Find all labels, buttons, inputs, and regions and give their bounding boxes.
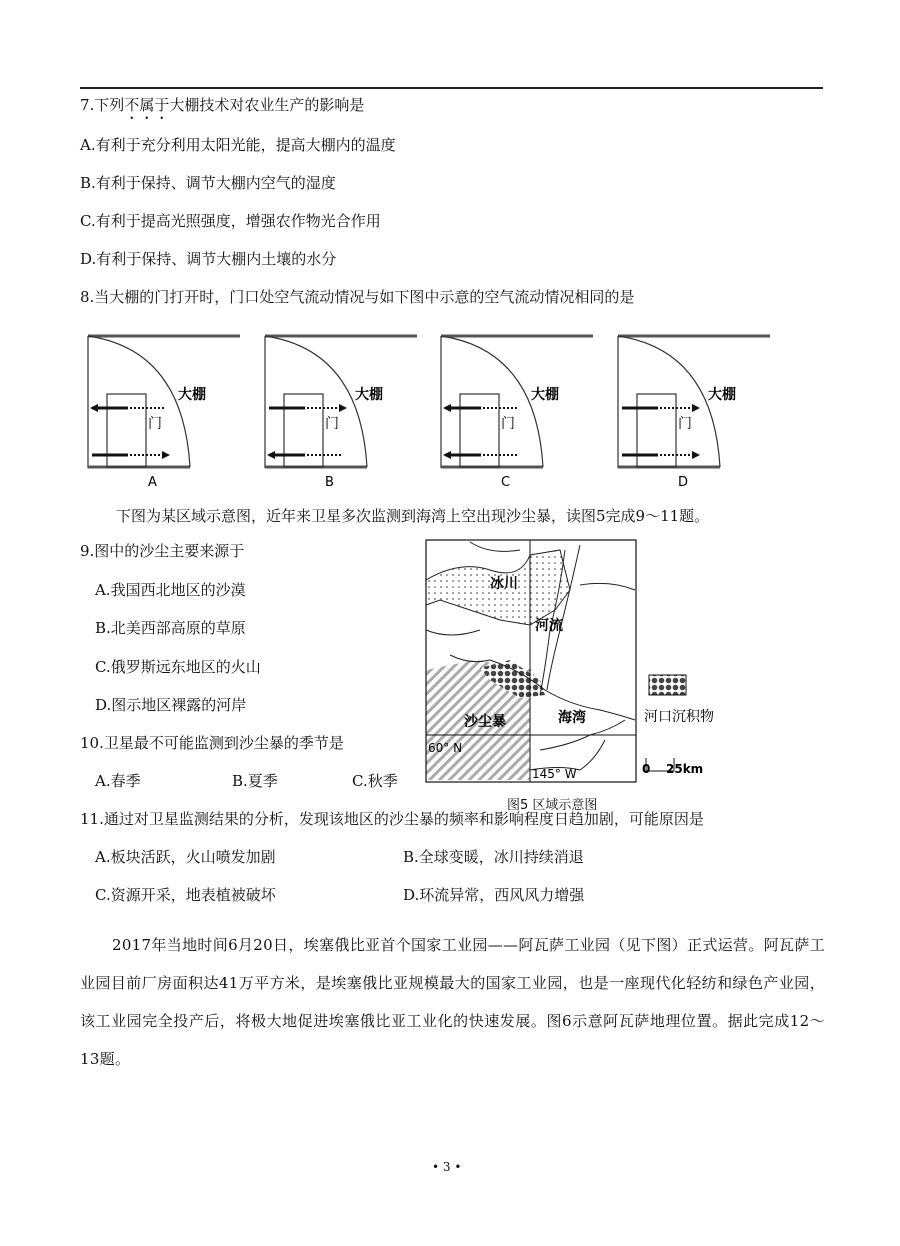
diagram-option-label: D — [678, 475, 689, 490]
q7-prefix: 7.下列 — [80, 96, 125, 114]
diagram-c — [441, 336, 593, 490]
greenhouse-diagrams — [0, 0, 900, 500]
q7-option-c: C.有利于提高光照强度，增强农作物光合作用 — [80, 212, 381, 230]
diagram-b — [265, 336, 417, 490]
map-caption: 图5 区域示意图 — [507, 798, 598, 813]
region-map — [420, 530, 740, 820]
diagram-d — [618, 336, 770, 490]
intro-9-11: 下图为某区域示意图，近年来卫星多次监测到海湾上空出现沙尘暴，读图5完成9～11题。 — [116, 507, 710, 525]
q11-option-d: D.环流异常，西风风力增强 — [403, 886, 585, 904]
greenhouse-label: 大棚 — [355, 387, 383, 403]
greenhouse-label: 大棚 — [178, 387, 206, 403]
question-10-stem: 10.卫星最不可能监测到沙尘暴的季节是 — [80, 734, 344, 752]
q7-option-b: B.有利于保持、调节大棚内空气的湿度 — [80, 174, 336, 192]
diagram-option-label: C — [501, 475, 511, 490]
airflow-arrow-bottom-left — [267, 451, 343, 459]
airflow-arrow-bottom-right — [622, 451, 700, 459]
q11-option-b: B.全球变暖，冰川持续消退 — [403, 848, 584, 866]
greenhouse-arc — [88, 336, 190, 467]
door-label: 门 — [678, 416, 692, 432]
latitude-label: 60° N — [428, 741, 463, 755]
airflow-arrow-top-right — [269, 404, 347, 412]
question-9-stem: 9.图中的沙尘主要来源于 — [80, 542, 245, 560]
river-label: 河流 — [535, 618, 563, 634]
q7-option-a: A.有利于充分利用太阳光能，提高大棚内的温度 — [80, 136, 396, 154]
airflow-arrow-top-left — [443, 404, 519, 412]
q10-option-c: C.秋季 — [352, 772, 398, 790]
legend-label: 河口沉积物 — [644, 709, 714, 725]
legend-swatch — [649, 675, 686, 695]
greenhouse-arc — [265, 336, 367, 467]
scale-km: 25km — [666, 762, 704, 776]
q7-emphasis: 不属于 — [124, 96, 170, 114]
q9-option-d: D.图示地区裸露的河岸 — [95, 696, 247, 714]
dust-storm-label: 沙尘暴 — [464, 714, 506, 730]
greenhouse-label: 大棚 — [708, 387, 736, 403]
door-label: 门 — [501, 416, 515, 432]
q11-option-c: C.资源开采，地表植被破坏 — [95, 886, 276, 904]
door-label: 门 — [325, 416, 339, 432]
q7-option-d: D.有利于保持、调节大棚内土壤的水分 — [80, 250, 337, 268]
q9-option-c: C.俄罗斯远东地区的火山 — [95, 658, 261, 676]
q10-option-b: B.夏季 — [232, 772, 278, 790]
diagram-a — [88, 336, 240, 490]
greenhouse-arc — [618, 336, 720, 467]
longitude-label: 145° W — [532, 767, 577, 781]
greenhouse-arc — [441, 336, 543, 467]
question-11-stem: 11.通过对卫星监测结果的分析，发现该地区的沙尘暴的频率和影响程度日趋加剧，可能原因是 — [80, 810, 704, 828]
page-number: • 3 • — [432, 1160, 462, 1174]
door-label: 门 — [148, 416, 162, 432]
q9-option-b: B.北美西部高原的草原 — [95, 619, 246, 637]
diagram-option-label: A — [148, 475, 157, 490]
airflow-arrow-top-left — [90, 404, 166, 412]
q10-option-a: A.春季 — [95, 772, 141, 790]
q11-option-a: A.板块活跃，火山喷发加剧 — [95, 848, 276, 866]
question-8-stem: 8.当大棚的门打开时，门口处空气流动情况与如下图中示意的空气流动情况相同的是 — [80, 288, 635, 306]
diagram-option-label: B — [325, 475, 334, 490]
q7-suffix: 大棚技术对农业生产的影响是 — [169, 96, 365, 114]
scale-zero: 0 — [642, 762, 651, 776]
passage-12-13: 2017年当地时间6月20日，埃塞俄比亚首个国家工业园——阿瓦萨工业园（见下图）正式运营。阿瓦萨工业园目前厂房面积达41万平方米，是埃塞俄比亚规模最大的国家工业园，也是一座现代化轻纺和绿色产业园，该工业园完全投产后，将极大地促进埃塞俄比亚工业化的快速发展。图6示意阿瓦萨地理位置。据此完成12～13题。 — [80, 936, 825, 1068]
bay-label: 海湾 — [558, 710, 586, 726]
airflow-arrow-bottom-right — [92, 451, 170, 459]
airflow-arrow-top-right — [622, 404, 700, 412]
airflow-arrow-bottom-left — [443, 451, 519, 459]
greenhouse-label: 大棚 — [531, 387, 559, 403]
glacier-label: 冰川 — [490, 576, 518, 592]
q9-option-a: A.我国西北地区的沙漠 — [95, 581, 246, 599]
